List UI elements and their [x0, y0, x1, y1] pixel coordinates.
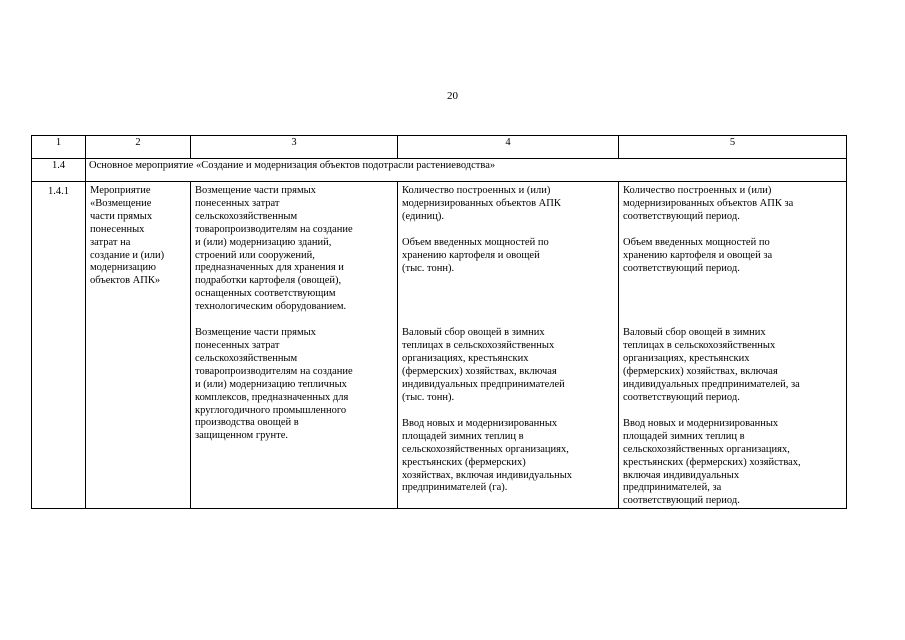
text-line: индивидуальных предпринимателей — [402, 379, 565, 391]
measure-calculation — [619, 182, 847, 509]
text-line: круглогодичного промышленного — [195, 404, 347, 416]
section-title: Основное мероприятие «Создание и модернизация объектов подотрасли растениеводства» — [86, 159, 847, 182]
section-row — [32, 159, 847, 182]
indicator-objects-count — [402, 185, 615, 224]
text-line: подработки картофеля (овощей), — [195, 275, 342, 287]
text-line: предпринимателей (га). — [402, 482, 508, 494]
header-cell-3: 3 — [191, 136, 398, 159]
method-storage-capacity — [623, 237, 843, 276]
header-row — [32, 136, 847, 159]
text-line: Возмещение части прямых — [195, 185, 316, 196]
header-cell-4: 4 — [398, 136, 619, 159]
text-line: соответствующий период. — [623, 262, 740, 274]
page-number: 20 — [447, 90, 458, 102]
text-line: Объем введенных мощностей по — [402, 236, 549, 248]
text-line: комплексов, предназначенных для — [195, 391, 349, 403]
text-line: и (или) модернизацию зданий, — [195, 236, 332, 248]
measure-purposes — [191, 182, 398, 509]
text-line: Валовый сбор овощей в зимних — [402, 327, 545, 339]
purpose-buildings — [195, 185, 394, 314]
text-line: производства овощей в — [195, 417, 299, 429]
text-line: предпринимателей, за — [623, 482, 722, 494]
indicator-storage-capacity — [402, 237, 615, 276]
indicator-greenhouse-area — [402, 418, 615, 495]
text-line: Мероприятие — [90, 185, 151, 196]
text-line: сельскохозяйственных организациях, — [402, 443, 569, 455]
measure-name-text — [90, 185, 187, 288]
measure-row — [32, 182, 847, 509]
text-line: затрат на — [90, 236, 131, 248]
text-line: теплицах в сельскохозяйственных — [402, 340, 555, 352]
text-line: Количество построенных и (или) — [623, 185, 772, 196]
measures-table — [31, 135, 847, 509]
text-line: Ввод новых и модернизированных — [623, 417, 779, 429]
text-line: (фермерских) хозяйствах, включая — [402, 366, 557, 378]
text-line: (тыс. тонн). — [402, 391, 455, 403]
text-line: защищенном грунте. — [195, 430, 288, 442]
text-line: (тыс. тонн). — [402, 262, 455, 274]
text-line: организациях, крестьянских — [623, 353, 750, 365]
text-line: модернизацию — [90, 262, 156, 274]
text-line: строений или сооружений, — [195, 249, 315, 261]
text-line: (единиц). — [402, 210, 444, 222]
text-line: хранению картофеля и овощей — [402, 249, 540, 261]
purpose-greenhouses — [195, 327, 394, 443]
text-line: оснащенных соответствующим — [195, 288, 336, 300]
text-line: соответствующий период. — [623, 391, 740, 403]
section-number: 1.4 — [32, 159, 86, 182]
measure-indicators — [398, 182, 619, 509]
text-line: модернизированных объектов АПК — [402, 197, 561, 209]
text-line: площадей зимних теплиц в — [623, 430, 745, 442]
text-line: соответствующий период. — [623, 495, 740, 507]
text-line: крестьянских (фермерских) хозяйствах, — [623, 456, 801, 468]
text-line: (фермерских) хозяйствах, включая — [623, 366, 778, 378]
text-line: индивидуальных предпринимателей, за — [623, 379, 800, 391]
text-line: организациях, крестьянских — [402, 353, 529, 365]
text-line: технологическим оборудованием. — [195, 301, 347, 313]
text-line: части прямых — [90, 210, 153, 222]
text-line: понесенных затрат — [195, 339, 280, 351]
text-line: включая индивидуальных — [623, 469, 740, 481]
text-line: хозяйствах, включая индивидуальных — [402, 469, 572, 481]
text-line: Возмещение части прямых — [195, 327, 316, 339]
text-line: понесенных затрат — [195, 197, 280, 209]
text-line: предназначенных для хранения и — [195, 262, 344, 274]
header-cell-5: 5 — [619, 136, 847, 159]
text-line: объектов АПК» — [90, 275, 161, 287]
indicator-vegetable-yield — [402, 327, 615, 404]
method-greenhouse-area — [623, 418, 843, 508]
text-line: Объем введенных мощностей по — [623, 236, 770, 248]
text-line: сельскохозяйственным — [195, 210, 298, 222]
text-line: сельскохозяйственных организациях, — [623, 443, 790, 455]
header-cell-2: 2 — [86, 136, 191, 159]
text-line: понесенных — [90, 223, 145, 235]
text-line: товаропроизводителям на создание — [195, 223, 353, 235]
method-vegetable-yield — [623, 327, 843, 404]
text-line: «Возмещение — [90, 197, 152, 209]
text-line: товаропроизводителям на создание — [195, 365, 353, 377]
measure-number: 1.4.1 — [32, 182, 86, 509]
text-line: соответствующий период. — [623, 210, 740, 222]
text-line: площадей зимних теплиц в — [402, 430, 524, 442]
text-line: Количество построенных и (или) — [402, 185, 551, 196]
text-line: сельскохозяйственным — [195, 352, 298, 364]
text-line: хранению картофеля и овощей за — [623, 249, 773, 261]
method-objects-count — [623, 185, 843, 224]
text-line: модернизированных объектов АПК за — [623, 197, 794, 209]
text-line: Ввод новых и модернизированных — [402, 417, 558, 429]
header-cell-1: 1 — [32, 136, 86, 159]
text-line: крестьянских (фермерских) — [402, 456, 526, 468]
text-line: и (или) модернизацию тепличных — [195, 378, 347, 390]
text-line: создание и (или) — [90, 249, 165, 261]
measure-name — [86, 182, 191, 509]
text-line: Валовый сбор овощей в зимних — [623, 327, 766, 339]
text-line: теплицах в сельскохозяйственных — [623, 340, 776, 352]
